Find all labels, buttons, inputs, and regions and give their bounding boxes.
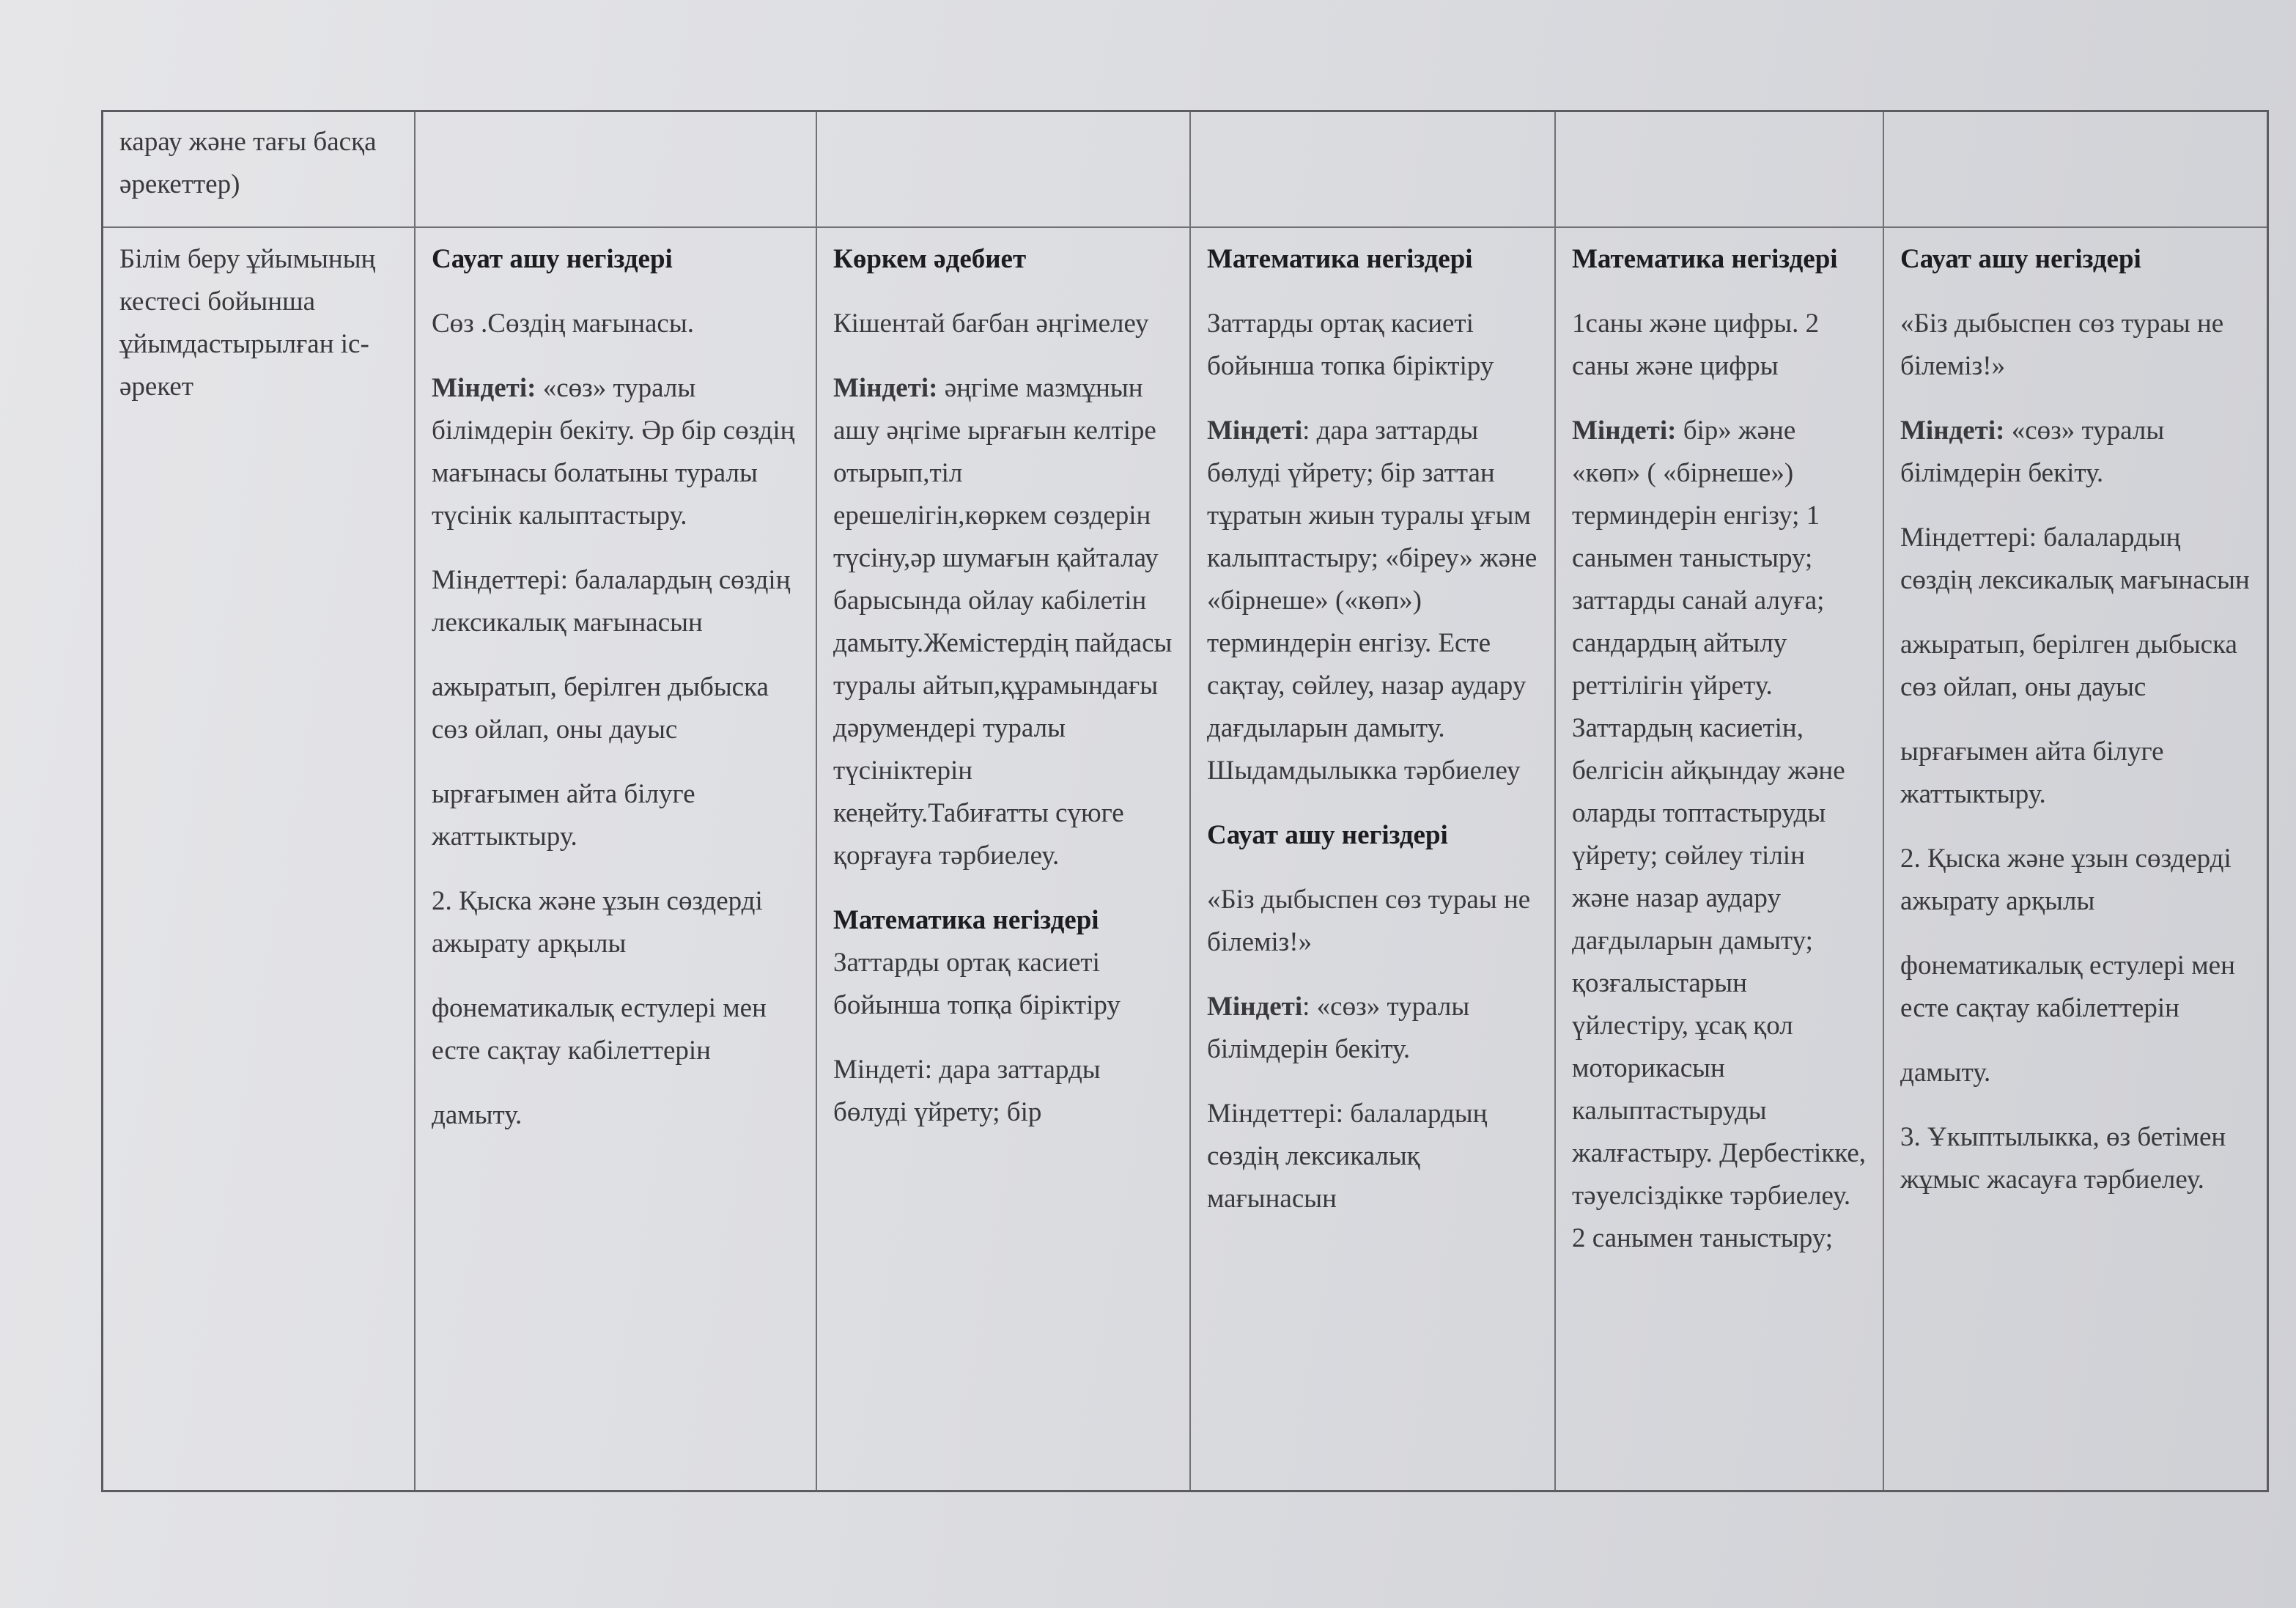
col2-heading: Сауат ашу негіздері xyxy=(432,244,673,274)
col6-para5: ырғағымен айта білуге жаттыктыру. xyxy=(1900,737,2164,809)
col3-goal xyxy=(833,367,1175,877)
col6-heading: Сауат ашу негіздері xyxy=(1900,244,2141,274)
col4-goal-text: : дара заттарды бөлуді үйрету; бір заттан тұратын жиын туралы ұғым калыптастыру; «біреу» және «бірнеше» («көп») терминдерін енгізу. Есте сақтау, сөйлеу, назар аудару дағдыларын дамыту. Шыдамдылыкка тәрбиелеу xyxy=(1207,416,1538,786)
col2-topic: Сөз .Сөздің мағынасы. xyxy=(432,309,694,339)
col2-para8: дамыту. xyxy=(432,1100,523,1130)
col2-goal xyxy=(432,367,801,537)
col4-tasks: Міндеттері: балалардың сөздің лексикалық мағынасын xyxy=(1207,1099,1488,1214)
col6-goal-text: «сөз» туралы білімдерін бекіту. xyxy=(1900,416,2165,488)
col6-para8: дамыту. xyxy=(1900,1058,1991,1088)
col2-goal-lead: Міндеті: xyxy=(432,373,536,403)
col6-goal-lead: Міндеті: xyxy=(1900,416,2005,446)
col6-para7: фонематикалық естулері мен есте сақтау кабілеттерін xyxy=(1900,951,2235,1023)
col3-goal2-lead: Міндеті xyxy=(833,1055,925,1085)
row1-col1-text: карау және тағы басқа әрекеттер) xyxy=(119,127,377,199)
col4-goal xyxy=(1207,410,1540,792)
row2-col1-cell xyxy=(103,228,416,1490)
col6-para9: 3. Ұкыптылыкка, өз бетімен жұмыс жасауға тәрбиелеу. xyxy=(1900,1122,2226,1195)
col3-topic: Кішентай бағбан әңгімелеу xyxy=(833,309,1149,339)
col4-heading: Математика негіздері xyxy=(1207,244,1473,274)
col3-goal2 xyxy=(833,1049,1175,1134)
col4-goal2 xyxy=(1207,986,1540,1071)
row2-col2-cell xyxy=(416,228,817,1490)
row1-col4-cell xyxy=(1191,112,1556,228)
col6-goal xyxy=(1900,410,2252,495)
row1-col3-cell xyxy=(817,112,1191,228)
row2-col1-text: Білім беру ұйымының кестесі бойынша ұйымдастырылған іс-әрекет xyxy=(119,244,376,402)
col2-para7: фонематикалық естулері мен есте сақтау кабілеттерін xyxy=(432,993,767,1066)
row1-col1-cell xyxy=(103,112,416,228)
col6-topic: «Біз дыбыспен сөз тураы не білеміз!» xyxy=(1900,309,2224,381)
row1-col2-cell xyxy=(416,112,817,228)
row2-col4-cell xyxy=(1191,228,1556,1490)
row2-col3-cell xyxy=(817,228,1191,1490)
col2-goal-text: «сөз» туралы білімдерін бекіту. Әр бір сөздің мағынасы болатыны туралы түсінік калыптастыру. xyxy=(432,373,795,531)
row2-col6-cell xyxy=(1884,228,2267,1490)
col4-heading2: Сауат ашу негіздері xyxy=(1207,820,1448,850)
col5-goal-text: бір» және «көп» ( «бірнеше») терминдерін енгізу; 1 санымен таныстыру; заттарды санай алуға; сандардың айтылу реттілігін үйрету. Заттардың касиетін, белгісін айқындау және оларды топтастыруды үйрету; сөйлеу тілін және назар аудару дағдыларын дамыту; қозғалыстарын үйлестіру, ұсақ қол моторикасын калыптастыруды жалғастыру. Дербестікке, тәуелсіздікке тәрбиелеу. 2 санымен таныстыру; xyxy=(1572,416,1867,1253)
row1-col5-cell xyxy=(1556,112,1884,228)
col3-goal2-text: : дара заттарды бөлуді үйрету; бір xyxy=(833,1055,1101,1127)
row2-col5-cell xyxy=(1556,228,1884,1490)
col2-para6: 2. Қыска және ұзын сөздерді ажырату арқылы xyxy=(432,886,763,959)
col3-goal-text: әңгіме мазмұнын ашу әңгіме ырғағын келтіре отырып,тіл ерешелігін,көркем сөздерін түсіну,әр шумағын қайталау барысында ойлау кабілетін дамыту.Жемістердің пайдасы туралы айтып,құрамындағы дәрумендері туралы түсініктерін кеңейту.Табиғатты сүюге қорғауға тәрбиелеу. xyxy=(833,373,1173,871)
col4-goal2-lead: Міндеті xyxy=(1207,992,1303,1022)
row1-col6-cell xyxy=(1884,112,2267,228)
col5-goal-lead: Міндеті: xyxy=(1572,416,1677,446)
col2-para5: ырғағымен айта білуге жаттыктыру. xyxy=(432,779,695,852)
col3-heading2: Математика негіздері xyxy=(833,905,1099,935)
col5-topic: 1саны және цифры. 2 саны және цифры xyxy=(1572,309,1820,381)
col3-goal-lead: Міндеті: xyxy=(833,373,938,403)
col4-topic: Заттарды ортақ касиеті бойынша топка біріктіру xyxy=(1207,309,1494,381)
col3-topic2: Заттарды ортақ касиеті бойынша топқа біріктіру xyxy=(833,948,1121,1020)
col4-goal-lead: Міндеті xyxy=(1207,416,1303,446)
col6-para6: 2. Қыска және ұзын сөздерді ажырату арқылы xyxy=(1900,844,2232,916)
col4-topic2: «Біз дыбыспен сөз тураы не білеміз!» xyxy=(1207,885,1531,957)
schedule-table xyxy=(101,110,2269,1492)
col6-tasks: Міндеттері: балалардың сөздің лексикалық мағынасын xyxy=(1900,523,2250,595)
col5-heading: Математика негіздері xyxy=(1572,244,1838,274)
col4-goal2-text: : «сөз» туралы білімдерін бекіту. xyxy=(1207,992,1470,1064)
col5-goal xyxy=(1572,410,1868,1260)
col2-para4: ажыратып, берілген дыбыска сөз ойлап, оны дауыс xyxy=(432,672,769,745)
col3-heading: Көркем әдебиет xyxy=(833,244,1027,274)
col6-para4: ажыратып, берілген дыбыска сөз ойлап, оны дауыс xyxy=(1900,630,2237,702)
col2-tasks: Міндеттері: балалардың сөздің лексикалық мағынасын xyxy=(432,565,791,638)
